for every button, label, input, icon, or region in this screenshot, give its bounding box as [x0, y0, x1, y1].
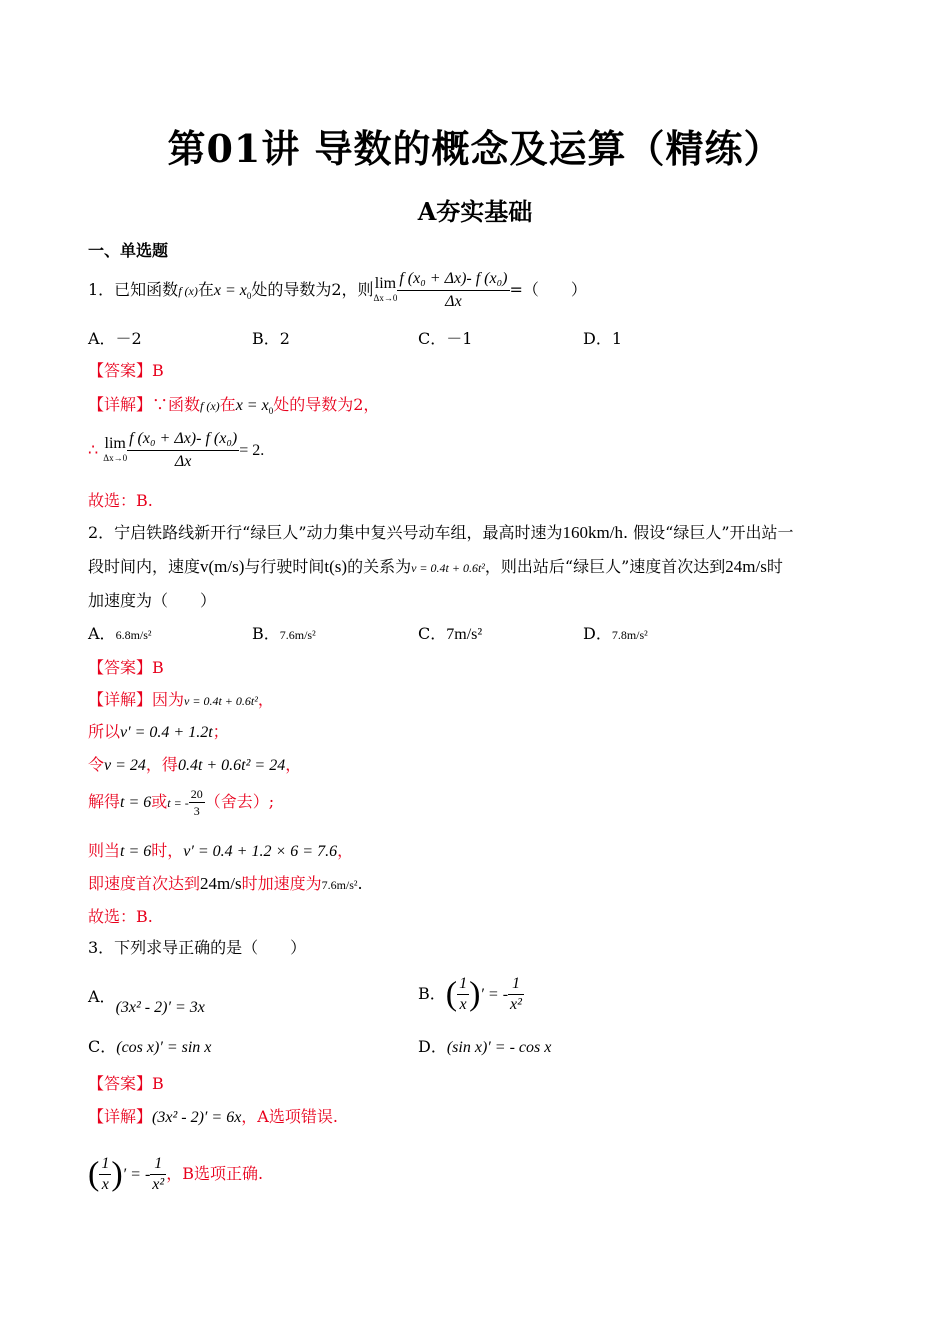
q2-d4-num: 20 [190, 787, 203, 801]
q2-line2-end: ，则出站后“绿巨人”速度首次达到 [484, 557, 726, 576]
q2-option-c-value: 7m/s² [446, 626, 483, 643]
q2-choose: 故选：B. [88, 907, 153, 926]
q2-d3-pre: 令 [88, 755, 105, 774]
q2-d3-mid: ，得 [145, 755, 178, 774]
q3-option-b-lparen: ( [445, 975, 458, 1013]
q2-d3-end: ， [285, 755, 302, 774]
q1-xeq: x = x [213, 282, 247, 299]
q1-detail-xeq: x = x [235, 397, 269, 414]
q3-d2-inner-fraction [99, 1154, 111, 1195]
q3-option-b-den: x [459, 996, 467, 1013]
q1-option-a[interactable]: A．－2 [88, 329, 142, 348]
q2-detail-2 [88, 719, 229, 742]
q2-option-a-value: 6.8m/s² [115, 628, 152, 642]
q3-option-b-rparen: ) [469, 975, 481, 1013]
q3-option-b-right-fraction [508, 974, 524, 1015]
q2-d5-end: ， [337, 841, 354, 860]
q2-d4-end: （舍去）; [204, 792, 275, 811]
q2-formula: v = 0.4t + 0.6t² [411, 561, 485, 575]
q1-detail-denominator: Δx [174, 453, 192, 470]
section-heading: 一、单选题 [88, 241, 169, 260]
q1-detail-sub0: 0 [268, 406, 274, 417]
q1-detail-line2 [88, 426, 264, 474]
q1-sub0: 0 [246, 291, 252, 302]
q1-detail-lim [103, 434, 128, 465]
q3-detail-2 [88, 1148, 263, 1200]
q1-denominator: Δx [445, 293, 462, 310]
q2-d5-pre: 则当 [88, 841, 121, 860]
q2-d6-end: . [357, 874, 363, 893]
q2-d3-a: v = 24 [104, 757, 146, 774]
q1-option-d[interactable]: D．1 [583, 329, 623, 348]
q1-lim-under: Δx→0 [373, 292, 398, 303]
q2-d2-formula: v′ = 0.4 + 1.2t [120, 724, 213, 741]
q2-d1-end: ， [257, 690, 274, 709]
q2-line1-text: 2．宁启铁路线新开行“绿巨人”动力集中复兴号动车组，最高时速为 [88, 523, 563, 542]
q2-option-d-value: 7.8m/s² [611, 628, 648, 642]
q3-d2-rnum: 1 [150, 1154, 166, 1175]
q3-d2-end: ，B选项正确. [166, 1164, 264, 1183]
q3-option-b[interactable] [418, 968, 524, 1020]
q2-speed: 160km/h [562, 523, 623, 542]
q1-answer: 【答案】B [88, 361, 164, 380]
q3-option-b-inner-fraction [457, 974, 469, 1015]
q2-v-unit: v(m/s) [200, 557, 245, 576]
q1-detail-fx: f (x) [200, 399, 220, 413]
q3-option-d-label: D． [418, 1037, 447, 1056]
q1-detail-at: 在 [219, 395, 236, 414]
q2-option-d[interactable] [583, 621, 648, 644]
q2-d4-pre: 解得 [88, 792, 121, 811]
q1-option-c[interactable]: C．－1 [418, 329, 473, 348]
q2-d2-end: ； [212, 722, 229, 741]
q2-answer: 【答案】B [88, 658, 164, 677]
q1-lim-word: lim [374, 274, 397, 292]
q1-fx: f (x) [178, 284, 198, 298]
q3-d2-mid: ′ = - [122, 1166, 151, 1183]
q1-detail-fraction [127, 428, 239, 473]
q2-option-c[interactable] [418, 621, 482, 644]
q2-d6-pre: 即速度首次达到 [88, 874, 201, 893]
q3-option-d-formula: (sin x)′ = - cos x [446, 1039, 552, 1056]
q2-target: 24m/s [725, 557, 767, 576]
q2-line2-pre: 段时间内，速度 [88, 557, 201, 576]
q2-detail-4 [88, 782, 274, 822]
q2-line2-rel: 的关系为 [347, 557, 412, 576]
q3-d2-lparen: ( [88, 1155, 100, 1193]
q1-detail-lim-under: Δx→0 [103, 452, 128, 463]
q3-stem: 3．下列求导正确的是（ ） [88, 938, 307, 957]
q3-option-b-rden: x² [510, 996, 522, 1013]
q1-stem-mid: 处的导数为2，则 [251, 280, 374, 299]
q3-d1-pre: 【详解】 [88, 1107, 153, 1126]
q3-detail-1 [88, 1104, 338, 1127]
q2-option-b[interactable] [252, 621, 316, 644]
q1-therefore: ∴ [88, 440, 99, 459]
q1-numerator: f (x₀ + Δx)- f (x₀) [397, 268, 509, 291]
q1-fraction [397, 268, 509, 313]
q3-option-b-label: B． [418, 984, 446, 1003]
q1-option-b[interactable]: B．2 [252, 329, 290, 348]
question-1-stem [88, 268, 587, 312]
q2-option-d-label: D． [583, 624, 612, 643]
q2-d3-b: 0.4t + 0.6t² = 24 [177, 757, 286, 774]
q2-line1 [88, 520, 794, 543]
q1-at: 在 [197, 280, 214, 299]
q1-detail-numerator: f (x₀ + Δx)- f (x₀) [127, 428, 239, 451]
q1-choose: 故选：B. [88, 491, 153, 510]
q3-option-b-rnum: 1 [508, 974, 524, 995]
q3-option-c-formula: (cos x)′ = sin x [116, 1039, 212, 1056]
q2-detail-6 [88, 871, 363, 894]
q3-option-a[interactable] [88, 972, 205, 1022]
q3-option-b-num: 1 [457, 974, 469, 995]
q2-d5-mid: 时， [151, 841, 184, 860]
q2-d4-fraction [189, 786, 205, 819]
q2-d1-formula: v = 0.4t + 0.6t² [184, 694, 258, 708]
q1-stem-end: =（ ） [509, 280, 587, 299]
q1-lim [373, 274, 398, 305]
q1-detail-mid: 处的导数为2， [273, 395, 380, 414]
q2-line1-end: . 假设“绿巨人”开出站一 [623, 523, 794, 542]
q3-option-a-formula: (3x² - 2)′ = 3x [115, 999, 205, 1016]
q3-d1-end: ，A选项错误. [241, 1107, 338, 1126]
q2-d5-b: v′ = 0.4 + 1.2 × 6 = 7.6 [183, 843, 338, 860]
q2-line2 [88, 554, 783, 577]
page-title: 第01讲 导数的概念及运算（精练） [167, 126, 783, 171]
q2-d4-a: t = 6 [120, 794, 152, 811]
q2-d6-a: 24m/s [200, 874, 242, 893]
q1-detail-pre: 【详解】∵函数 [88, 395, 201, 414]
q3-option-d[interactable] [418, 1034, 551, 1057]
q3-answer: 【答案】B [88, 1074, 164, 1093]
q1-stem-pre: 1．已知函数 [88, 280, 179, 299]
q2-d2-pre: 所以 [88, 722, 121, 741]
q3-d2-right-fraction [150, 1154, 166, 1195]
q2-t-unit: t(s) [324, 557, 348, 576]
q2-d1-pre: 【详解】因为 [88, 690, 185, 709]
q2-line3: 加速度为（ ） [88, 591, 217, 610]
q3-d2-num: 1 [99, 1154, 111, 1175]
q2-line2-tail: 时 [766, 557, 783, 576]
section-subtitle: A夯实基础 [417, 197, 533, 226]
q2-d5-a: t = 6 [120, 843, 152, 860]
q2-option-b-value: 7.6m/s² [279, 628, 316, 642]
q2-d6-mid: 时加速度为 [241, 874, 322, 893]
q1-result: = 2. [239, 442, 265, 459]
q1-detail-line1 [88, 392, 379, 416]
q3-d1-formula: (3x² - 2)′ = 6x [152, 1109, 242, 1126]
q2-d6-b: 7.6m/s² [321, 878, 358, 892]
q2-option-c-label: C． [418, 624, 447, 643]
q3-option-c-label: C． [88, 1037, 117, 1056]
q2-d4-den: 3 [193, 804, 200, 818]
q2-line2-mid: 与行驶时间 [244, 557, 325, 576]
q3-d2-den: x [101, 1176, 109, 1193]
q2-option-a[interactable] [88, 621, 152, 644]
q2-detail-5 [88, 838, 353, 861]
q2-option-b-label: B． [252, 624, 280, 643]
q3-d2-rparen: ) [111, 1155, 123, 1193]
q1-detail-lim-word: lim [104, 434, 126, 452]
q2-detail-1 [88, 687, 274, 710]
q3-option-b-mid: ′ = - [480, 986, 509, 1003]
q3-d2-rden: x² [152, 1176, 165, 1193]
q2-d4-mid: 或 [151, 792, 168, 811]
q3-option-c[interactable] [88, 1034, 211, 1057]
q2-detail-3 [88, 752, 301, 775]
q2-option-a-label: A． [88, 624, 116, 643]
q3-option-a-label: A． [88, 987, 116, 1006]
q2-d4-b: t = - [167, 796, 189, 810]
